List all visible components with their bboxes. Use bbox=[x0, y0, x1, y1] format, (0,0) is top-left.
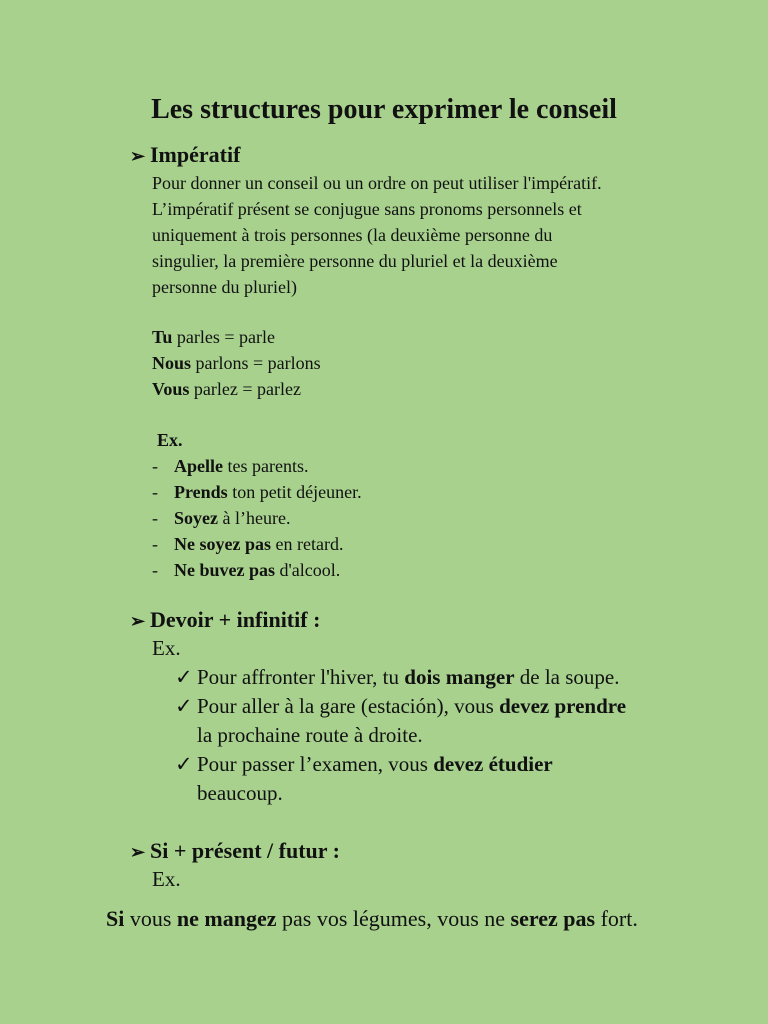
ex-label: Ex. bbox=[152, 636, 181, 660]
section-heading-imperatif: ➢ Impératif bbox=[130, 141, 240, 170]
example-item: - Prends ton petit déjeuner. bbox=[152, 482, 362, 502]
final-example-sentence: Si vous ne mangez pas vos légumes, vous ne serez pas fort. bbox=[106, 906, 638, 931]
arrow-right-icon: ➢ bbox=[130, 842, 146, 862]
check-item: ✓ Pour passer l’examen, vous devez étudier bbox=[175, 750, 553, 779]
check-item-continuation: la prochaine route à droite. bbox=[197, 723, 423, 747]
check-icon: ✓ bbox=[175, 694, 193, 718]
example-item: - Apelle tes parents. bbox=[152, 456, 309, 476]
page-title: Les structures pour exprimer le conseil bbox=[151, 94, 617, 125]
conjugation-line: Nous parlons = parlons bbox=[152, 353, 321, 373]
check-item: ✓ Pour aller à la gare (estación), vous devez prendre bbox=[175, 692, 626, 721]
paragraph-line: uniquement à trois personnes (la deuxième personne du bbox=[152, 225, 553, 245]
example-item: - Soyez à l’heure. bbox=[152, 508, 291, 528]
arrow-right-icon: ➢ bbox=[130, 611, 146, 631]
conjugation-line: Tu parles = parle bbox=[152, 327, 275, 347]
check-item: ✓ Pour affronter l'hiver, tu dois manger de la soupe. bbox=[175, 663, 620, 692]
check-icon: ✓ bbox=[175, 752, 193, 776]
section-heading-devoir: ➢ Devoir + infinitif : bbox=[130, 606, 320, 635]
ex-label: Ex. bbox=[152, 867, 181, 891]
example-item: - Ne soyez pas en retard. bbox=[152, 534, 344, 554]
example-item: - Ne buvez pas d'alcool. bbox=[152, 560, 341, 580]
check-icon: ✓ bbox=[175, 665, 193, 689]
section-heading-si: ➢ Si + présent / futur : bbox=[130, 837, 340, 866]
paragraph-line: personne du pluriel) bbox=[152, 277, 297, 297]
paragraph-line: singulier, la première personne du pluriel et la deuxième bbox=[152, 251, 558, 271]
paragraph-line: L’impératif présent se conjugue sans pronoms personnels et bbox=[152, 199, 582, 219]
ex-label: Ex. bbox=[157, 430, 183, 450]
conjugation-line: Vous parlez = parlez bbox=[152, 379, 301, 399]
arrow-right-icon: ➢ bbox=[130, 146, 146, 166]
paragraph-line: Pour donner un conseil ou un ordre on peut utiliser l'impératif. bbox=[152, 173, 602, 193]
check-item-continuation: beaucoup. bbox=[197, 781, 283, 805]
